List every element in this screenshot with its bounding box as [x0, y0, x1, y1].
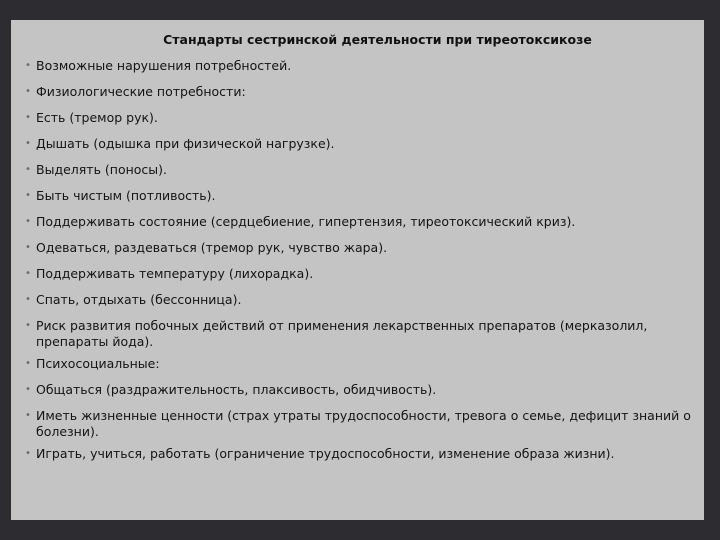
- bullet-icon: •: [25, 216, 31, 227]
- bullet-icon: •: [25, 60, 31, 71]
- list-item-text: Быть чистым (потливость).: [36, 188, 216, 203]
- list-item-text: Играть, учиться, работать (ограничение трудоспособности, изменение образа жизни).: [36, 446, 615, 461]
- list-item-text: Физиологические потребности:: [36, 84, 246, 99]
- bullet-icon: •: [25, 294, 31, 305]
- list-item: [25, 266, 696, 282]
- list-item-text: Психосоциальные:: [36, 356, 160, 371]
- list-item-text: Возможные нарушения потребностей.: [36, 58, 292, 73]
- list-item-text: Иметь жизненные ценности (страх утраты трудоспособности, тревога о семье, дефицит знаний о болезни).: [36, 408, 691, 439]
- list-item: [25, 240, 696, 256]
- bullet-icon: •: [25, 448, 31, 459]
- bullet-list: [25, 58, 696, 472]
- list-item: [25, 58, 696, 74]
- list-item-text: Есть (тремор рук).: [36, 110, 158, 125]
- bullet-icon: •: [25, 384, 31, 395]
- list-item-text: Одеваться, раздеваться (тремор рук, чувство жара).: [36, 240, 388, 255]
- list-item-text: Поддерживать состояние (сердцебиение, гипертензия, тиреотоксический криз).: [36, 214, 576, 229]
- list-item: [25, 110, 696, 126]
- list-item: [25, 214, 696, 230]
- list-item: [25, 318, 696, 350]
- bullet-icon: •: [25, 410, 31, 421]
- bullet-icon: •: [25, 268, 31, 279]
- bullet-icon: •: [25, 164, 31, 175]
- list-item: [25, 356, 696, 372]
- bullet-icon: •: [25, 358, 31, 369]
- list-item-text: Дышать (одышка при физической нагрузке).: [36, 136, 335, 151]
- list-item: [25, 162, 696, 178]
- list-item: [25, 382, 696, 398]
- slide-panel: [11, 20, 704, 520]
- list-item: [25, 188, 696, 204]
- bullet-icon: •: [25, 138, 31, 149]
- list-item-text: Поддерживать температуру (лихорадка).: [36, 266, 314, 281]
- list-item: [25, 446, 696, 462]
- bullet-icon: •: [25, 86, 31, 97]
- bullet-icon: •: [25, 190, 31, 201]
- list-item-text: Общаться (раздражительность, плаксивость, обидчивость).: [36, 382, 437, 397]
- slide-title: Стандарты сестринской деятельности при тиреотоксикозе: [163, 32, 592, 47]
- list-item: [25, 292, 696, 308]
- bullet-icon: •: [25, 242, 31, 253]
- list-item: [25, 84, 696, 100]
- bullet-icon: •: [25, 112, 31, 123]
- list-item: [25, 136, 696, 152]
- list-item: [25, 408, 696, 440]
- list-item-text: Риск развития побочных действий от применения лекарственных препаратов (мерказолил, препараты йода).: [36, 318, 648, 349]
- bullet-icon: •: [25, 320, 31, 331]
- list-item-text: Спать, отдыхать (бессонница).: [36, 292, 242, 307]
- list-item-text: Выделять (поносы).: [36, 162, 168, 177]
